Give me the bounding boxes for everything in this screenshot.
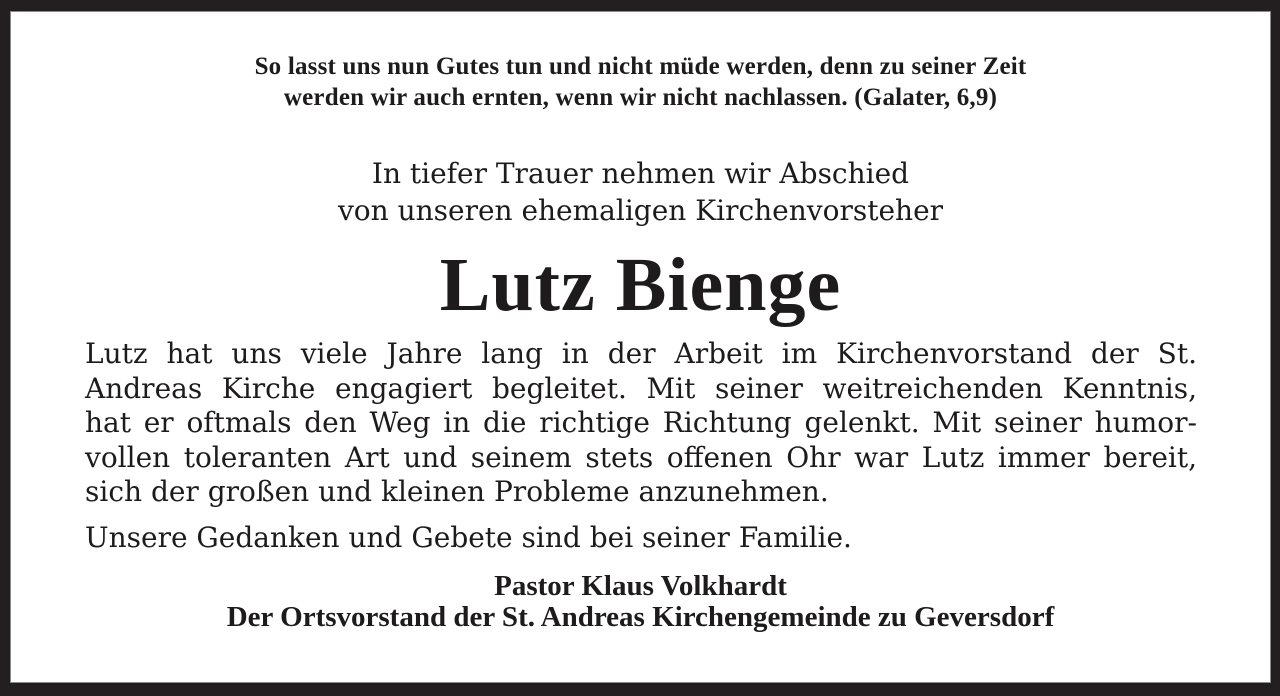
tribute-line: Lutz hat uns viele Jahre lang in der Arbeit im Kirchenvorstand der St. xyxy=(85,337,1197,370)
signature-parish: Der Ortsvorstand der St. Andreas Kirchengemeinde zu Geversdorf xyxy=(226,600,1055,633)
mourning-intro-line-1: In tiefer Trauer nehmen wir Abschied xyxy=(371,157,910,190)
tribute-line: vollen toleranten Art und seinem stets offenen Ohr war Lutz immer bereit, xyxy=(85,440,1197,474)
tribute-paragraph xyxy=(85,337,1197,510)
mourning-intro xyxy=(10,155,1271,229)
scripture-quote-line-1: So lasst uns nun Gutes tun und nicht müde werden, denn zu seiner Zeit xyxy=(254,53,1027,80)
notice-paper xyxy=(10,11,1271,683)
scripture-quote-line-2: werden wir auch ernten, wenn wir nicht nachlassen. (Galater, 6,9) xyxy=(283,84,998,111)
mourning-intro-line-2: von unseren ehemaligen Kirchenvorsteher xyxy=(337,194,944,227)
signature-block xyxy=(10,571,1271,633)
tribute-line: sich der großen und kleinen Probleme anzunehmen. xyxy=(85,475,829,508)
deceased-name: Lutz Bienge xyxy=(439,243,842,327)
signature-pastor: Pastor Klaus Volkhardt xyxy=(494,569,787,602)
scripture-quote xyxy=(10,51,1271,113)
tribute-line: hat er oftmals den Weg in die richtige Richtung gelenkt. Mit seiner humor- xyxy=(85,406,1197,439)
condolence-line: Unsere Gedanken und Gebete sind bei seiner Familie. xyxy=(85,520,852,554)
tribute-line: Andreas Kirche engagiert begleitet. Mit seiner weitreichenden Kenntnis, xyxy=(85,371,1197,405)
